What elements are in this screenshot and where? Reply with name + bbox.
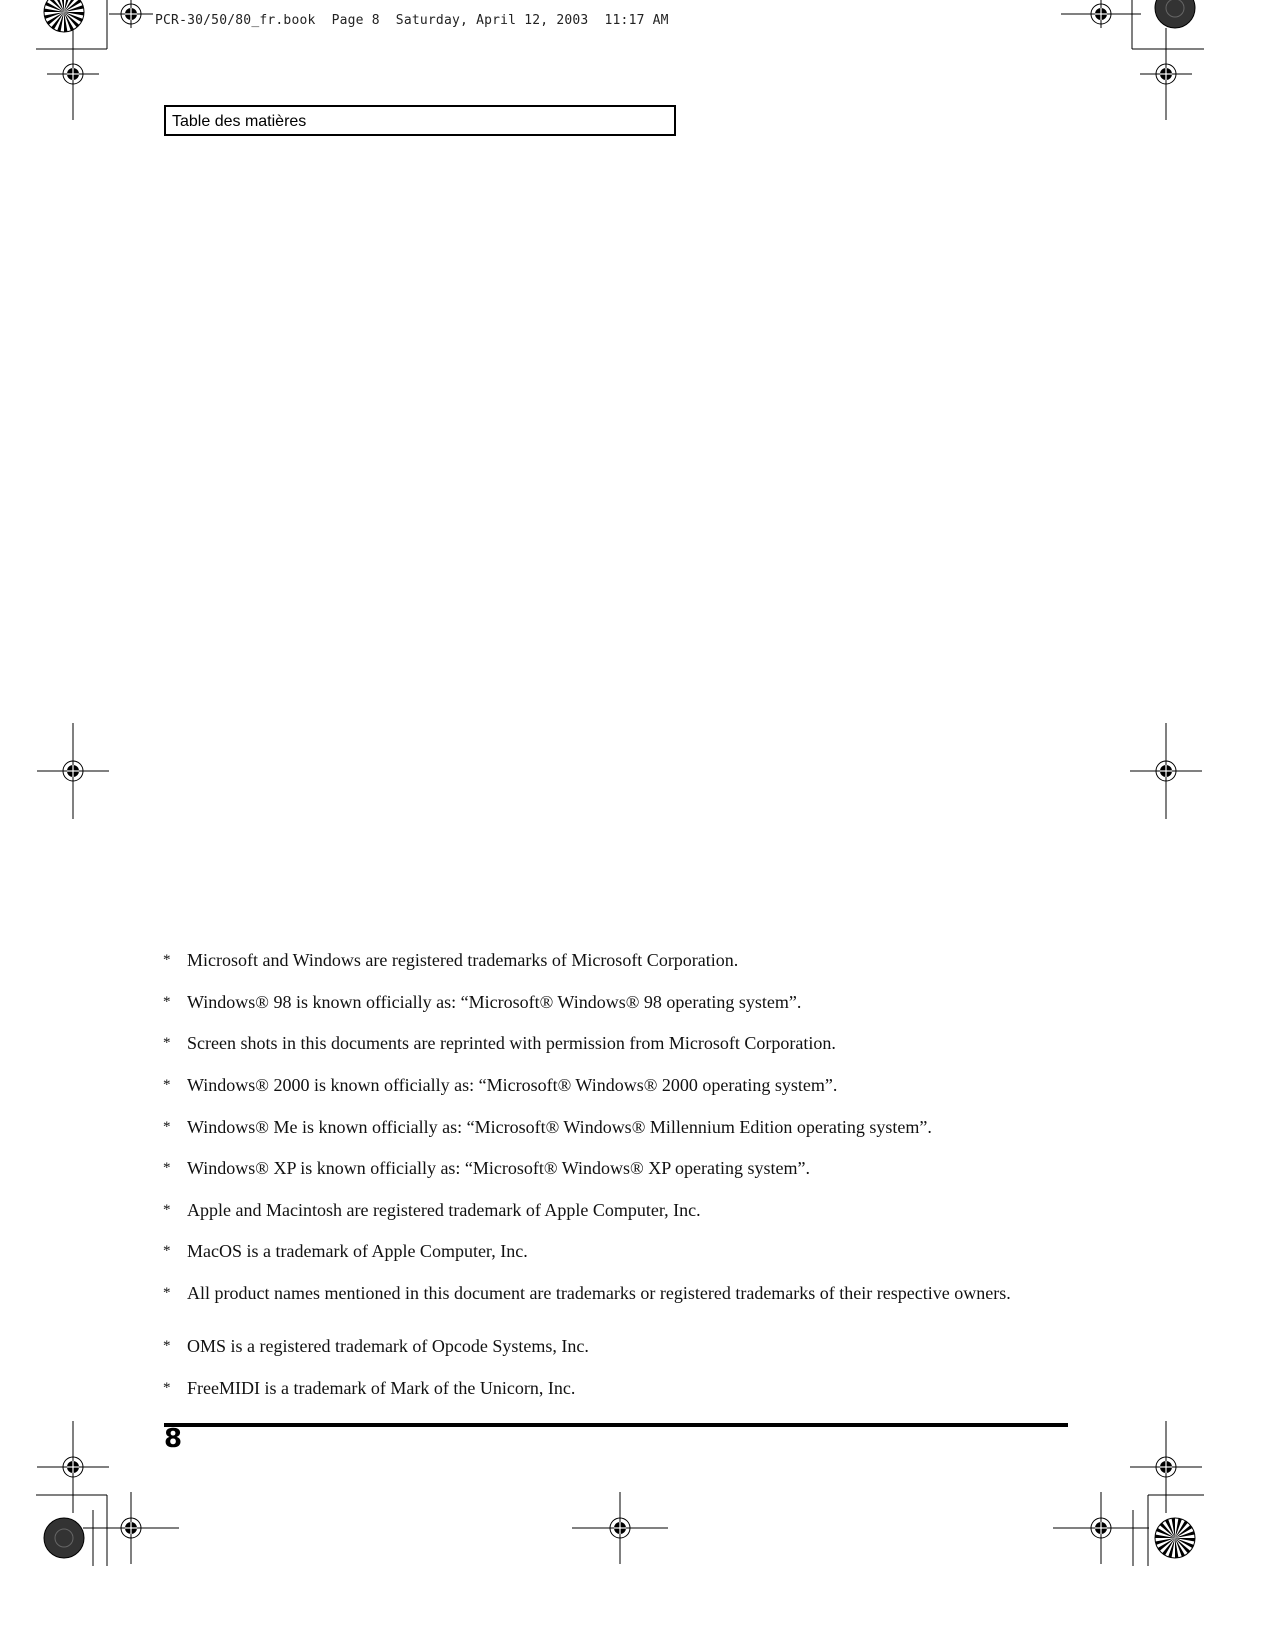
note-item	[163, 950, 1063, 970]
print-slug: PCR-30/50/80_fr.book Page 8 Saturday, April 12, 2003 11:17 AM	[155, 13, 669, 28]
section-header-box	[164, 105, 676, 136]
note-text: Windows® XP is known officially as: “Microsoft® Windows® XP operating system”.	[187, 1158, 811, 1178]
registration-crosshair-icon	[83, 1492, 179, 1564]
note-bullet: *	[163, 1202, 171, 1218]
color-target-icon	[44, 1518, 84, 1558]
color-target-icon	[1155, 0, 1195, 28]
note-item	[163, 1200, 1063, 1220]
registration-crosshair-icon	[1140, 28, 1192, 120]
note-item	[163, 1075, 1063, 1095]
registration-crosshair-icon	[1130, 1421, 1202, 1513]
note-text: All product names mentioned in this document are trademarks or registered trademarks of their respective owners.	[187, 1283, 1011, 1303]
note-bullet: *	[163, 1285, 171, 1301]
note-bullet: *	[163, 1338, 171, 1354]
registration-crosshair-icon	[37, 723, 109, 819]
registration-crosshair-icon	[109, 0, 153, 28]
note-item	[163, 1336, 1063, 1356]
note-bullet: *	[163, 1243, 171, 1259]
note-item	[163, 1241, 1063, 1261]
note-bullet: *	[163, 1077, 171, 1093]
registration-crosshair-icon	[37, 1421, 109, 1513]
registration-crosshair-icon	[1130, 723, 1202, 819]
note-bullet: *	[163, 952, 171, 968]
page-number: 8	[164, 1424, 183, 1454]
note-bullet: *	[163, 1160, 171, 1176]
note-bullet: *	[163, 994, 171, 1010]
note-text: Windows® Me is known officially as: “Microsoft® Windows® Millennium Edition operating system”.	[187, 1117, 932, 1137]
note-item	[163, 1158, 1063, 1178]
note-text: MacOS is a trademark of Apple Computer, Inc.	[187, 1241, 528, 1261]
note-text: Apple and Macintosh are registered trademark of Apple Computer, Inc.	[187, 1200, 701, 1220]
note-text: OMS is a registered trademark of Opcode Systems, Inc.	[187, 1336, 589, 1356]
note-text: Microsoft and Windows are registered trademarks of Microsoft Corporation.	[187, 950, 739, 970]
note-text: Windows® 2000 is known officially as: “Microsoft® Windows® 2000 operating system”.	[187, 1075, 838, 1095]
note-bullet: *	[163, 1119, 171, 1135]
registration-crosshair-icon	[1053, 1492, 1149, 1564]
color-target-icon	[1155, 1518, 1195, 1558]
note-item	[163, 1033, 1063, 1053]
note-bullet: *	[163, 1035, 171, 1051]
note-item	[163, 1378, 1063, 1398]
note-item	[163, 1283, 1063, 1303]
footer-rule	[164, 1423, 1068, 1427]
registration-crosshair-icon	[572, 1492, 668, 1564]
section-header-label: Table des matières	[172, 113, 307, 130]
note-bullet: *	[163, 1380, 171, 1396]
registration-crosshair-icon	[1061, 0, 1141, 28]
note-text: Windows® 98 is known officially as: “Microsoft® Windows® 98 operating system”.	[187, 992, 802, 1012]
note-text: FreeMIDI is a trademark of Mark of the Unicorn, Inc.	[187, 1378, 576, 1398]
registration-crosshair-icon	[47, 28, 99, 120]
color-target-icon	[44, 0, 84, 32]
note-item	[163, 992, 1063, 1012]
note-text: Screen shots in this documents are reprinted with permission from Microsoft Corporation.	[187, 1033, 836, 1053]
note-item	[163, 1117, 1063, 1137]
